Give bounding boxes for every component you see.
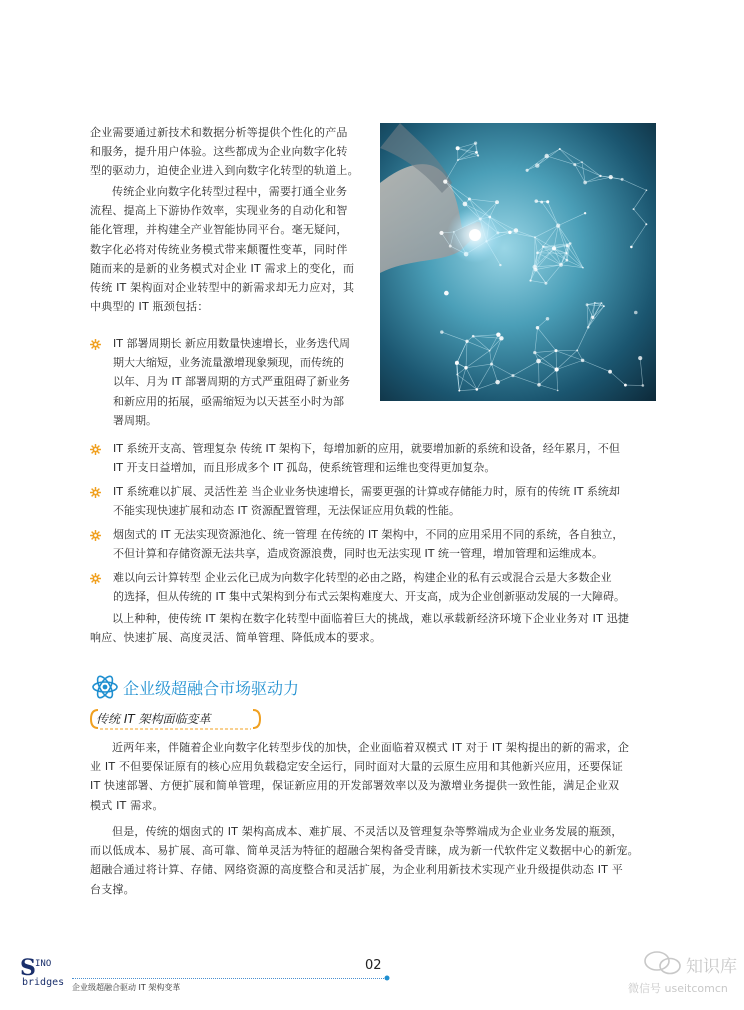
intro-paragraph-1 xyxy=(90,123,372,181)
body-paragraph-1 xyxy=(90,738,660,815)
gear-icon xyxy=(90,339,101,350)
list-item xyxy=(113,334,375,430)
text-line: 以上种种，使传统 IT 架构在数字化转型中面临着巨大的挑战，难以承载新经济环境下企业业务对 IT 迅捷 xyxy=(112,612,630,625)
text-line: 以年、月为 IT 部署周期的方式严重阻碍了新业务 xyxy=(113,375,350,389)
text-line: 和服务，提升用户体验。这些都成为企业向数字化转 xyxy=(90,145,348,159)
summary-paragraph xyxy=(90,609,660,647)
hero-network-image xyxy=(380,123,656,401)
text-line: 的选择，但从传统的 IT 集中式架构到分布式云架构难度大、开支高，成为企业创新驱动发展的一大障碍。 xyxy=(113,590,625,604)
text-line: 和新应用的拓展，亟需缩短为以天甚至小时为部 xyxy=(113,394,344,408)
text-line: IT 快速部署、方便扩展和简单管理，保证新应用的开发部署效率以及为激增业务提供一致性能，满足企业双 xyxy=(90,779,620,793)
list-item xyxy=(113,568,663,606)
text-line: 传统 IT 架构面对企业转型中的新需求却无力应对，其 xyxy=(90,281,355,295)
list-item xyxy=(113,525,663,563)
text-line: IT 部署周期长 新应用数量快速增长，业务迭代周 xyxy=(113,337,350,350)
logo-s: S xyxy=(20,955,36,981)
sub-heading: 传统 IT 架构面临变革 xyxy=(96,712,211,726)
body-paragraph-2 xyxy=(90,822,660,899)
footer-divider xyxy=(72,978,388,979)
text-line: 传统企业向数字化转型过程中，需要打通全业务 xyxy=(112,185,348,198)
gear-icon xyxy=(90,573,101,584)
page-number: 02 xyxy=(365,958,382,973)
text-line: 数字化必将对传统业务模式带来颠覆性变革，同时伴 xyxy=(90,242,348,256)
logo-bridges: bridges xyxy=(22,977,65,988)
atom-icon xyxy=(90,672,120,702)
watermark-brand: 知识库 xyxy=(686,957,737,977)
text-line: 署周期。 xyxy=(113,413,157,427)
footer-dot-icon xyxy=(384,975,390,981)
text-line: 型的驱动力，迫使企业进入到向数字化转型的轨道上。 xyxy=(90,164,359,178)
text-line: 而以低成本、易扩展、高可靠、简单灵活为特征的超融合架构备受青睐，成为新一代软件定义数据中心的新宠。 xyxy=(90,844,639,858)
logo-ino: INO xyxy=(35,959,52,969)
text-line: 中典型的 IT 瓶颈包括： xyxy=(90,300,209,314)
text-line: 流程、提高上下游协作效率，实现业务的自动化和智 xyxy=(90,204,348,218)
gear-icon xyxy=(90,444,101,455)
text-line: IT 系统开支高、管理复杂 传统 IT 架构下，每增加新的应用，就要增加新的系统和设备，经年累月，不但 xyxy=(113,442,620,455)
list-item xyxy=(113,482,663,520)
text-line: 台支撑。 xyxy=(90,882,135,896)
text-line: 不能实现快速扩展和动态 IT 资源配置管理，无法保证应用负载的性能。 xyxy=(113,504,460,518)
watermark-account: 微信号 useitcomcn xyxy=(628,982,728,995)
text-line: 模式 IT 需求。 xyxy=(90,798,164,812)
text-line: 能化管理，并构建全产业智能协同平台。毫无疑问， xyxy=(90,223,348,237)
text-line: 响应、快速扩展、高度灵活、简单管理、降低成本的要求。 xyxy=(90,631,382,645)
text-line: 近两年来，伴随着企业向数字化转型步伐的加快，企业面临着双模式 IT 对于 IT 架构提出的新的需求，企 xyxy=(112,741,630,754)
text-line: 烟囱式的 IT 无法实现资源池化、统一管理 在传统的 IT 架构中，不同的应用采用不同的系统，各自独立， xyxy=(113,528,624,541)
wechat-icon xyxy=(643,950,683,976)
gear-icon xyxy=(90,487,101,498)
footer-caption: 企业级超融合驱动 IT 架构变革 xyxy=(72,983,181,992)
text-line: 随而来的是新的业务模式对企业 IT 需求上的变化，而 xyxy=(90,261,355,275)
text-line: 超融合通过将计算、存储、网络资源的高度整合和灵活扩展，为企业利用新技术实现产业升级提供动态 IT 平 xyxy=(90,863,623,877)
text-line: 不但计算和存储资源无法共享，造成资源浪费，同时也无法实现 IT 统一管理，增加管理和运维成本。 xyxy=(113,547,603,561)
text-line: 难以向云计算转型 企业云化已成为向数字化转型的必由之路，构建企业的私有云或混合云是大多数企业 xyxy=(113,571,612,584)
text-line: IT 系统难以扩展、灵活性差 当企业业务快速增长，需要更强的计算或存储能力时，原有的传统 IT 系统却 xyxy=(113,485,620,498)
text-line: 但是，传统的烟囱式的 IT 架构高成本、难扩展、不灵活以及管理复杂等弊端成为企业业务发展的瓶颈， xyxy=(112,825,623,838)
text-line: 期大大缩短，业务流量激增现象频现，而传统的 xyxy=(113,356,344,370)
text-line: 业 IT 不但要保证原有的核心应用负载稳定安全运行，同时面对大量的云原生应用和其他新兴应用，还要保证 xyxy=(90,760,623,774)
gear-icon xyxy=(90,530,101,541)
text-line: IT 开支日益增加，而且形成多个 IT 孤岛，使系统管理和运维也变得更加复杂。 xyxy=(113,461,496,475)
list-item xyxy=(113,439,663,477)
text-line: 企业需要通过新技术和数据分析等提供个性化的产品 xyxy=(90,126,348,139)
intro-paragraph-2 xyxy=(90,182,372,316)
section-title: 企业级超融合市场驱动力 xyxy=(123,679,300,698)
